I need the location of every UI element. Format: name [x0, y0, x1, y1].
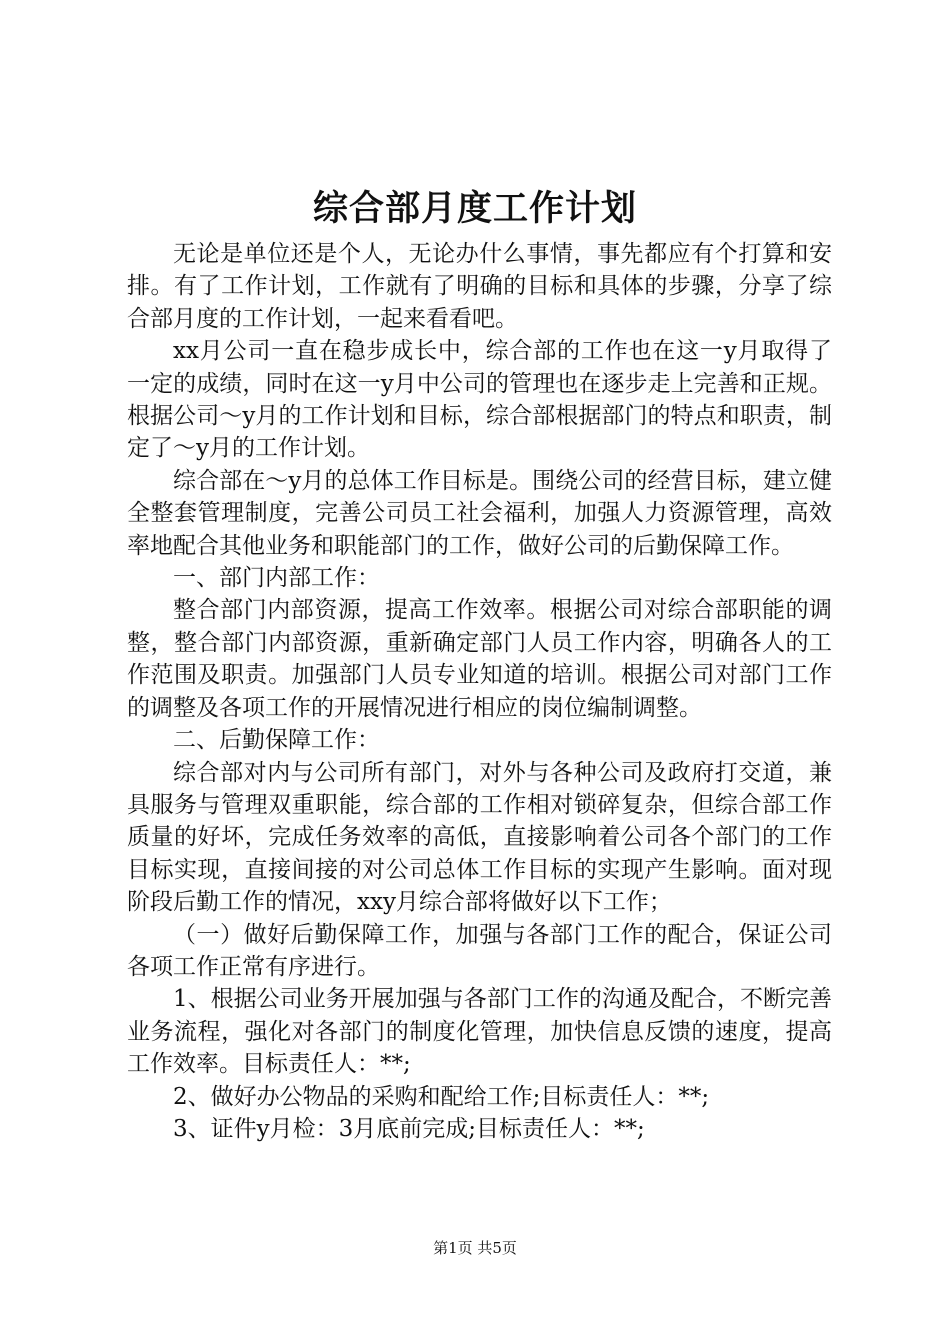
paragraph-overall-goal: 综合部在～y月的总体工作目标是。围绕公司的经营目标，建立健全整套管理制度，完善公司员工社会福利，加强人力资源管理，高效率地配合其他业务和职能部门的工作，做好公司的后勤保障工作。: [127, 467, 832, 559]
page-number-footer: 第1页 共5页: [433, 1239, 517, 1257]
section-heading-logistics: 二、后勤保障工作：: [173, 727, 380, 754]
paragraph-background: xx月公司一直在稳步成长中，综合部的工作也在这一y月取得了一定的成绩，同时在这一y月中公司的管理也在逐步走上完善和正规。根据公司～y月的工作计划和目标，综合部根据部门的特点和职责，制定了～y月的工作计划。: [127, 338, 832, 462]
section-heading-internal: 一、部门内部工作：: [173, 565, 380, 592]
document-title: 综合部月度工作计划: [312, 188, 637, 229]
document-body: [127, 238, 832, 1145]
subsection-heading-1: （一）做好后勤保障工作，加强与各部门工作的配合，保证公司各项工作正常有序进行。: [127, 921, 832, 980]
paragraph-internal-work: 整合部门内部资源，提高工作效率。根据公司对综合部职能的调整，整合部门内部资源，重新确定部门人员工作内容，明确各人的工作范围及职责。加强部门人员专业知道的培训。根据公司对部门工作的调整及各项工作的开展情况进行相应的岗位编制调整。: [127, 597, 832, 721]
list-item-1: 1、根据公司业务开展加强与各部门工作的沟通及配合，不断完善业务流程，强化对各部门的制度化管理，加快信息反馈的速度，提高工作效率。目标责任人：**;: [127, 986, 832, 1078]
list-item-2: 2、做好办公物品的采购和配给工作;目标责任人：**;: [173, 1083, 710, 1110]
list-item-3: 3、证件y月检：3月底前完成;目标责任人：**;: [173, 1115, 645, 1142]
paragraph-intro: 无论是单位还是个人，无论办什么事情，事先都应有个打算和安排。有了工作计划，工作就有了明确的目标和具体的步骤，分享了综合部月度的工作计划，一起来看看吧。: [127, 241, 832, 332]
paragraph-logistics-work: 综合部对内与公司所有部门，对外与各种公司及政府打交道，兼具服务与管理双重职能，综合部的工作相对锁碎复杂，但综合部工作质量的好坏，完成任务效率的高低，直接影响着公司各个部门的工作目标实现，直接间接的对公司总体工作目标的实现产生影响。面对现阶段后勤工作的情况，xxy月综合部将做好以下工作；: [127, 759, 832, 916]
